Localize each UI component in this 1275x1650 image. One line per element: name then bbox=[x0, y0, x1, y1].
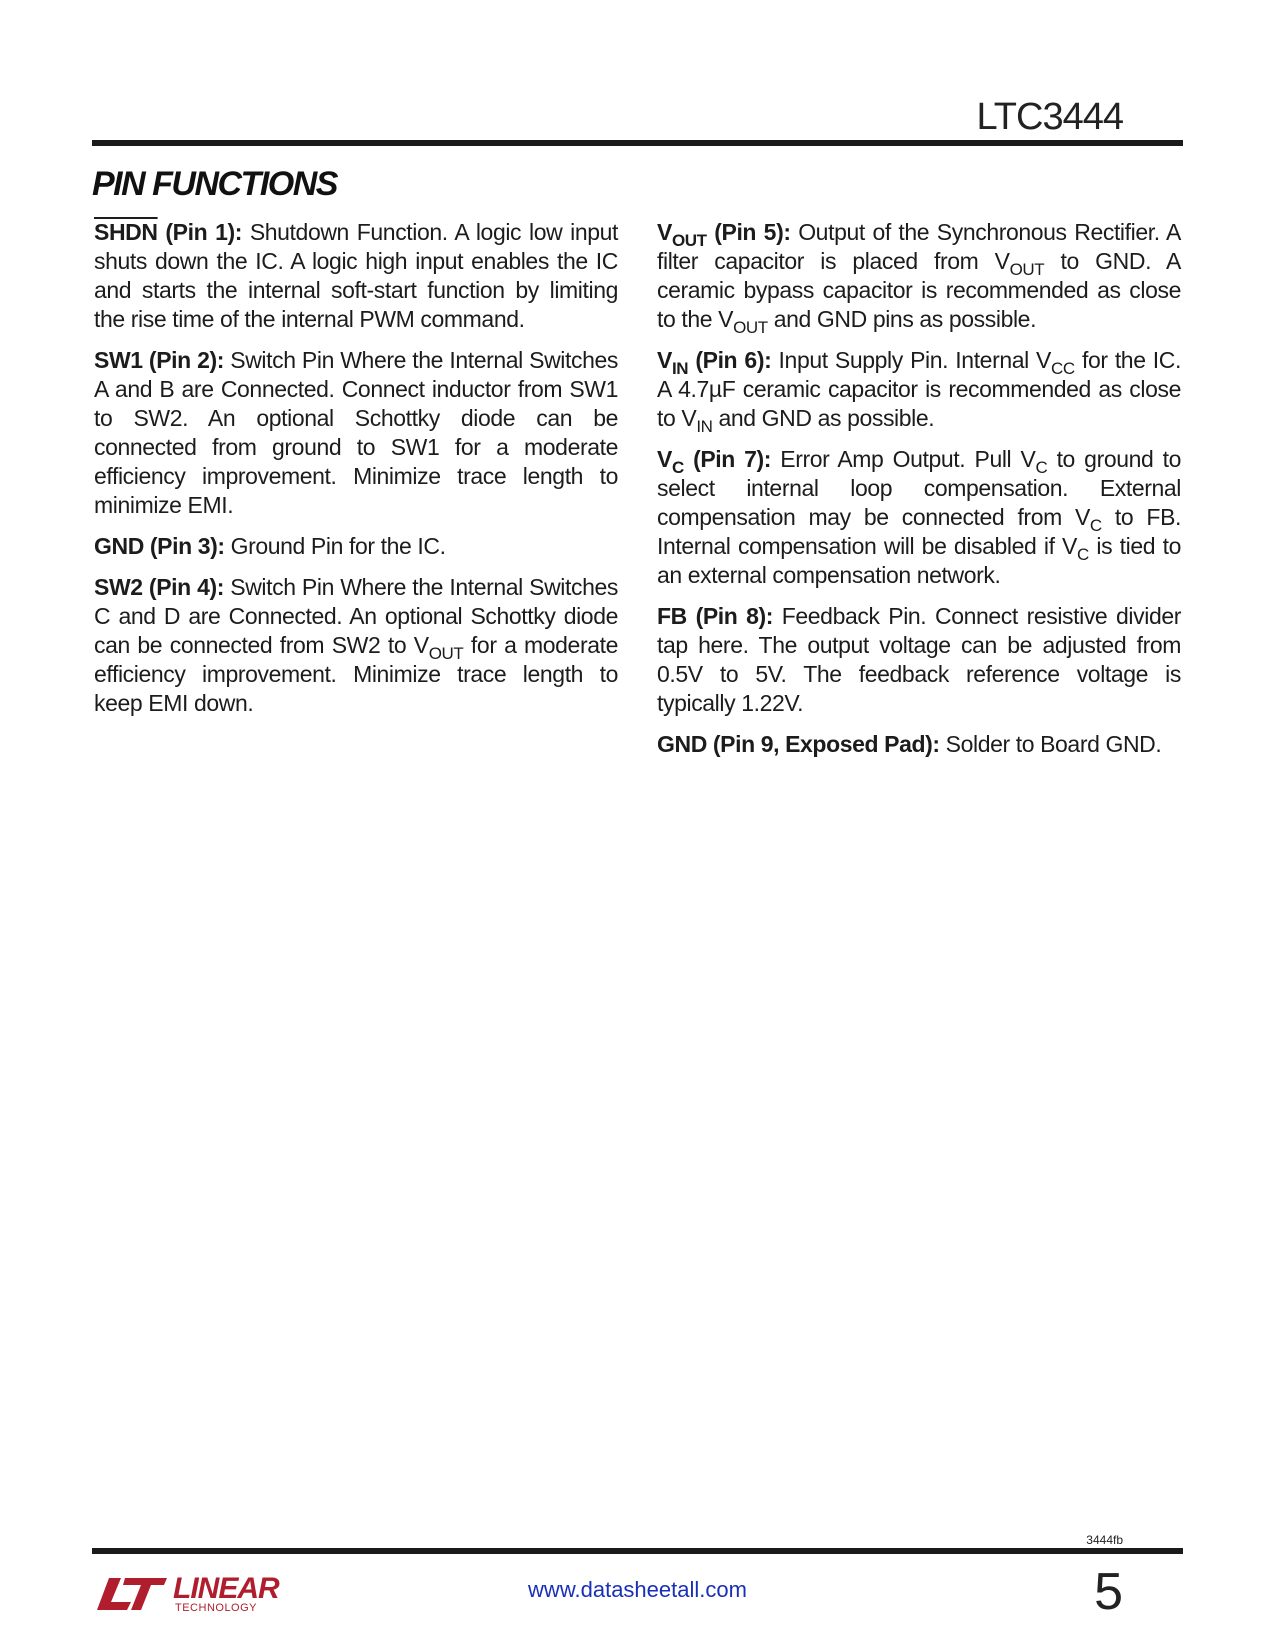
pin-7-sub3: C bbox=[1077, 545, 1089, 564]
pin-6-sub1: CC bbox=[1050, 359, 1075, 378]
logo-wordmark: LINEAR bbox=[173, 1572, 279, 1605]
pin-3-desc: Ground Pin for the IC. bbox=[224, 533, 446, 559]
pin-7-desc-a: Error Amp Output. Pull V bbox=[771, 446, 1036, 472]
pin-4-desc-b: for a moderate efficiency improvement. Minimize trace length to keep EMI down. bbox=[94, 632, 618, 716]
pin-7-name: V bbox=[657, 446, 672, 472]
pin-5-desc-a: Output of the Synchronous Rectifier. A filter capacitor is placed from V bbox=[657, 219, 1181, 274]
pin-5-name-sub: OUT bbox=[671, 231, 707, 250]
pin-5-label: (Pin 5): bbox=[706, 219, 791, 245]
pin-2-desc: Switch Pin Where the Internal Switches A and B are Connected. Connect inductor from SW1 to SW2. An optional Schottky diode can be connected from ground to SW1 for a moderate efficiency improvement. Minimize trace length to minimize EMI. bbox=[94, 347, 618, 518]
pin-7-desc-c: to FB. Internal compensation will be disabled if V bbox=[657, 504, 1181, 559]
part-number: LTC3444 bbox=[976, 96, 1123, 138]
pin-7-entry bbox=[657, 445, 1181, 590]
pin-6-desc-b: for the IC. A 4.7µF ceramic capacitor is recommended as close to V bbox=[657, 347, 1181, 431]
pin-9-name: GND (Pin 9, Exposed Pad): bbox=[657, 731, 940, 757]
pin-2-name: SW1 (Pin 2): bbox=[94, 347, 224, 373]
pin-6-entry bbox=[657, 346, 1181, 436]
pin-5-name: V bbox=[657, 219, 672, 245]
doc-code: 3444fb bbox=[1086, 1533, 1123, 1547]
pin-6-name-sub: IN bbox=[671, 359, 689, 378]
pin-5-entry bbox=[657, 218, 1181, 337]
pin-7-sub1: C bbox=[1035, 458, 1048, 477]
pin-3-entry bbox=[94, 532, 618, 561]
pin-5-desc-c: and GND pins as possible. bbox=[767, 306, 1037, 332]
pin-9-entry bbox=[657, 730, 1181, 759]
pin-1-desc: Shutdown Function. A logic low input shuts down the IC. A logic high input enables the IC and starts the internal soft-start function by limiting the rise time of the internal PWM command. bbox=[94, 219, 618, 332]
pin-6-sub2: IN bbox=[696, 417, 713, 436]
pin-7-name-sub: C bbox=[671, 458, 684, 477]
pin-9-desc: Solder to Board GND. bbox=[939, 731, 1162, 757]
pin-6-desc-c: and GND as possible. bbox=[712, 405, 935, 431]
pin-1-entry bbox=[94, 218, 618, 334]
pin-5-sub2: OUT bbox=[733, 318, 768, 337]
pin-7-desc-d: is tied to an external compensation network. bbox=[657, 533, 1181, 588]
header-rule bbox=[92, 140, 1183, 146]
left-column bbox=[94, 218, 618, 730]
pin-7-label: (Pin 7): bbox=[683, 446, 772, 472]
page-number: 5 bbox=[1094, 1563, 1123, 1621]
pin-6-desc-a: Input Supply Pin. Internal V bbox=[771, 347, 1051, 373]
pin-2-entry bbox=[94, 346, 618, 520]
pin-5-desc-b: to GND. A ceramic bypass capacitor is recommended as close to the V bbox=[657, 248, 1181, 332]
pin-7-sub2: C bbox=[1089, 516, 1102, 535]
logo-subtitle: TECHNOLOGY bbox=[175, 1602, 258, 1614]
pin-4-entry bbox=[94, 573, 618, 718]
pin-6-label: (Pin 6): bbox=[688, 347, 772, 373]
pin-3-name: GND (Pin 3): bbox=[94, 533, 225, 559]
pin-1-label: (Pin 1): bbox=[157, 219, 242, 245]
pin-4-desc-a: Switch Pin Where the Internal Switches C and D are Connected. An optional Schottky diode can be connected from SW2 to V bbox=[94, 574, 618, 658]
footer-url-link[interactable]: www.datasheetall.com bbox=[528, 1577, 747, 1602]
pin-8-desc: Feedback Pin. Connect resistive divider tap here. The output voltage can be adjusted from 0.5V to 5V. The feedback reference voltage is typically 1.22V. bbox=[657, 603, 1181, 716]
pin-4-sub: OUT bbox=[428, 644, 464, 663]
footer-rule bbox=[92, 1548, 1183, 1554]
pin-1-name: SHDN bbox=[94, 219, 158, 245]
pin-4-name: SW2 (Pin 4): bbox=[94, 574, 224, 600]
pin-8-entry bbox=[657, 602, 1181, 718]
right-column bbox=[657, 218, 1181, 771]
pin-5-sub1: OUT bbox=[1009, 260, 1045, 279]
pin-8-name: FB (Pin 8): bbox=[657, 603, 774, 629]
pin-6-name: V bbox=[657, 347, 672, 373]
section-title: PIN FUNCTIONS bbox=[92, 165, 337, 203]
pin-7-desc-b: to ground to select internal loop compensation. External compensation may be connected from V bbox=[657, 446, 1182, 530]
